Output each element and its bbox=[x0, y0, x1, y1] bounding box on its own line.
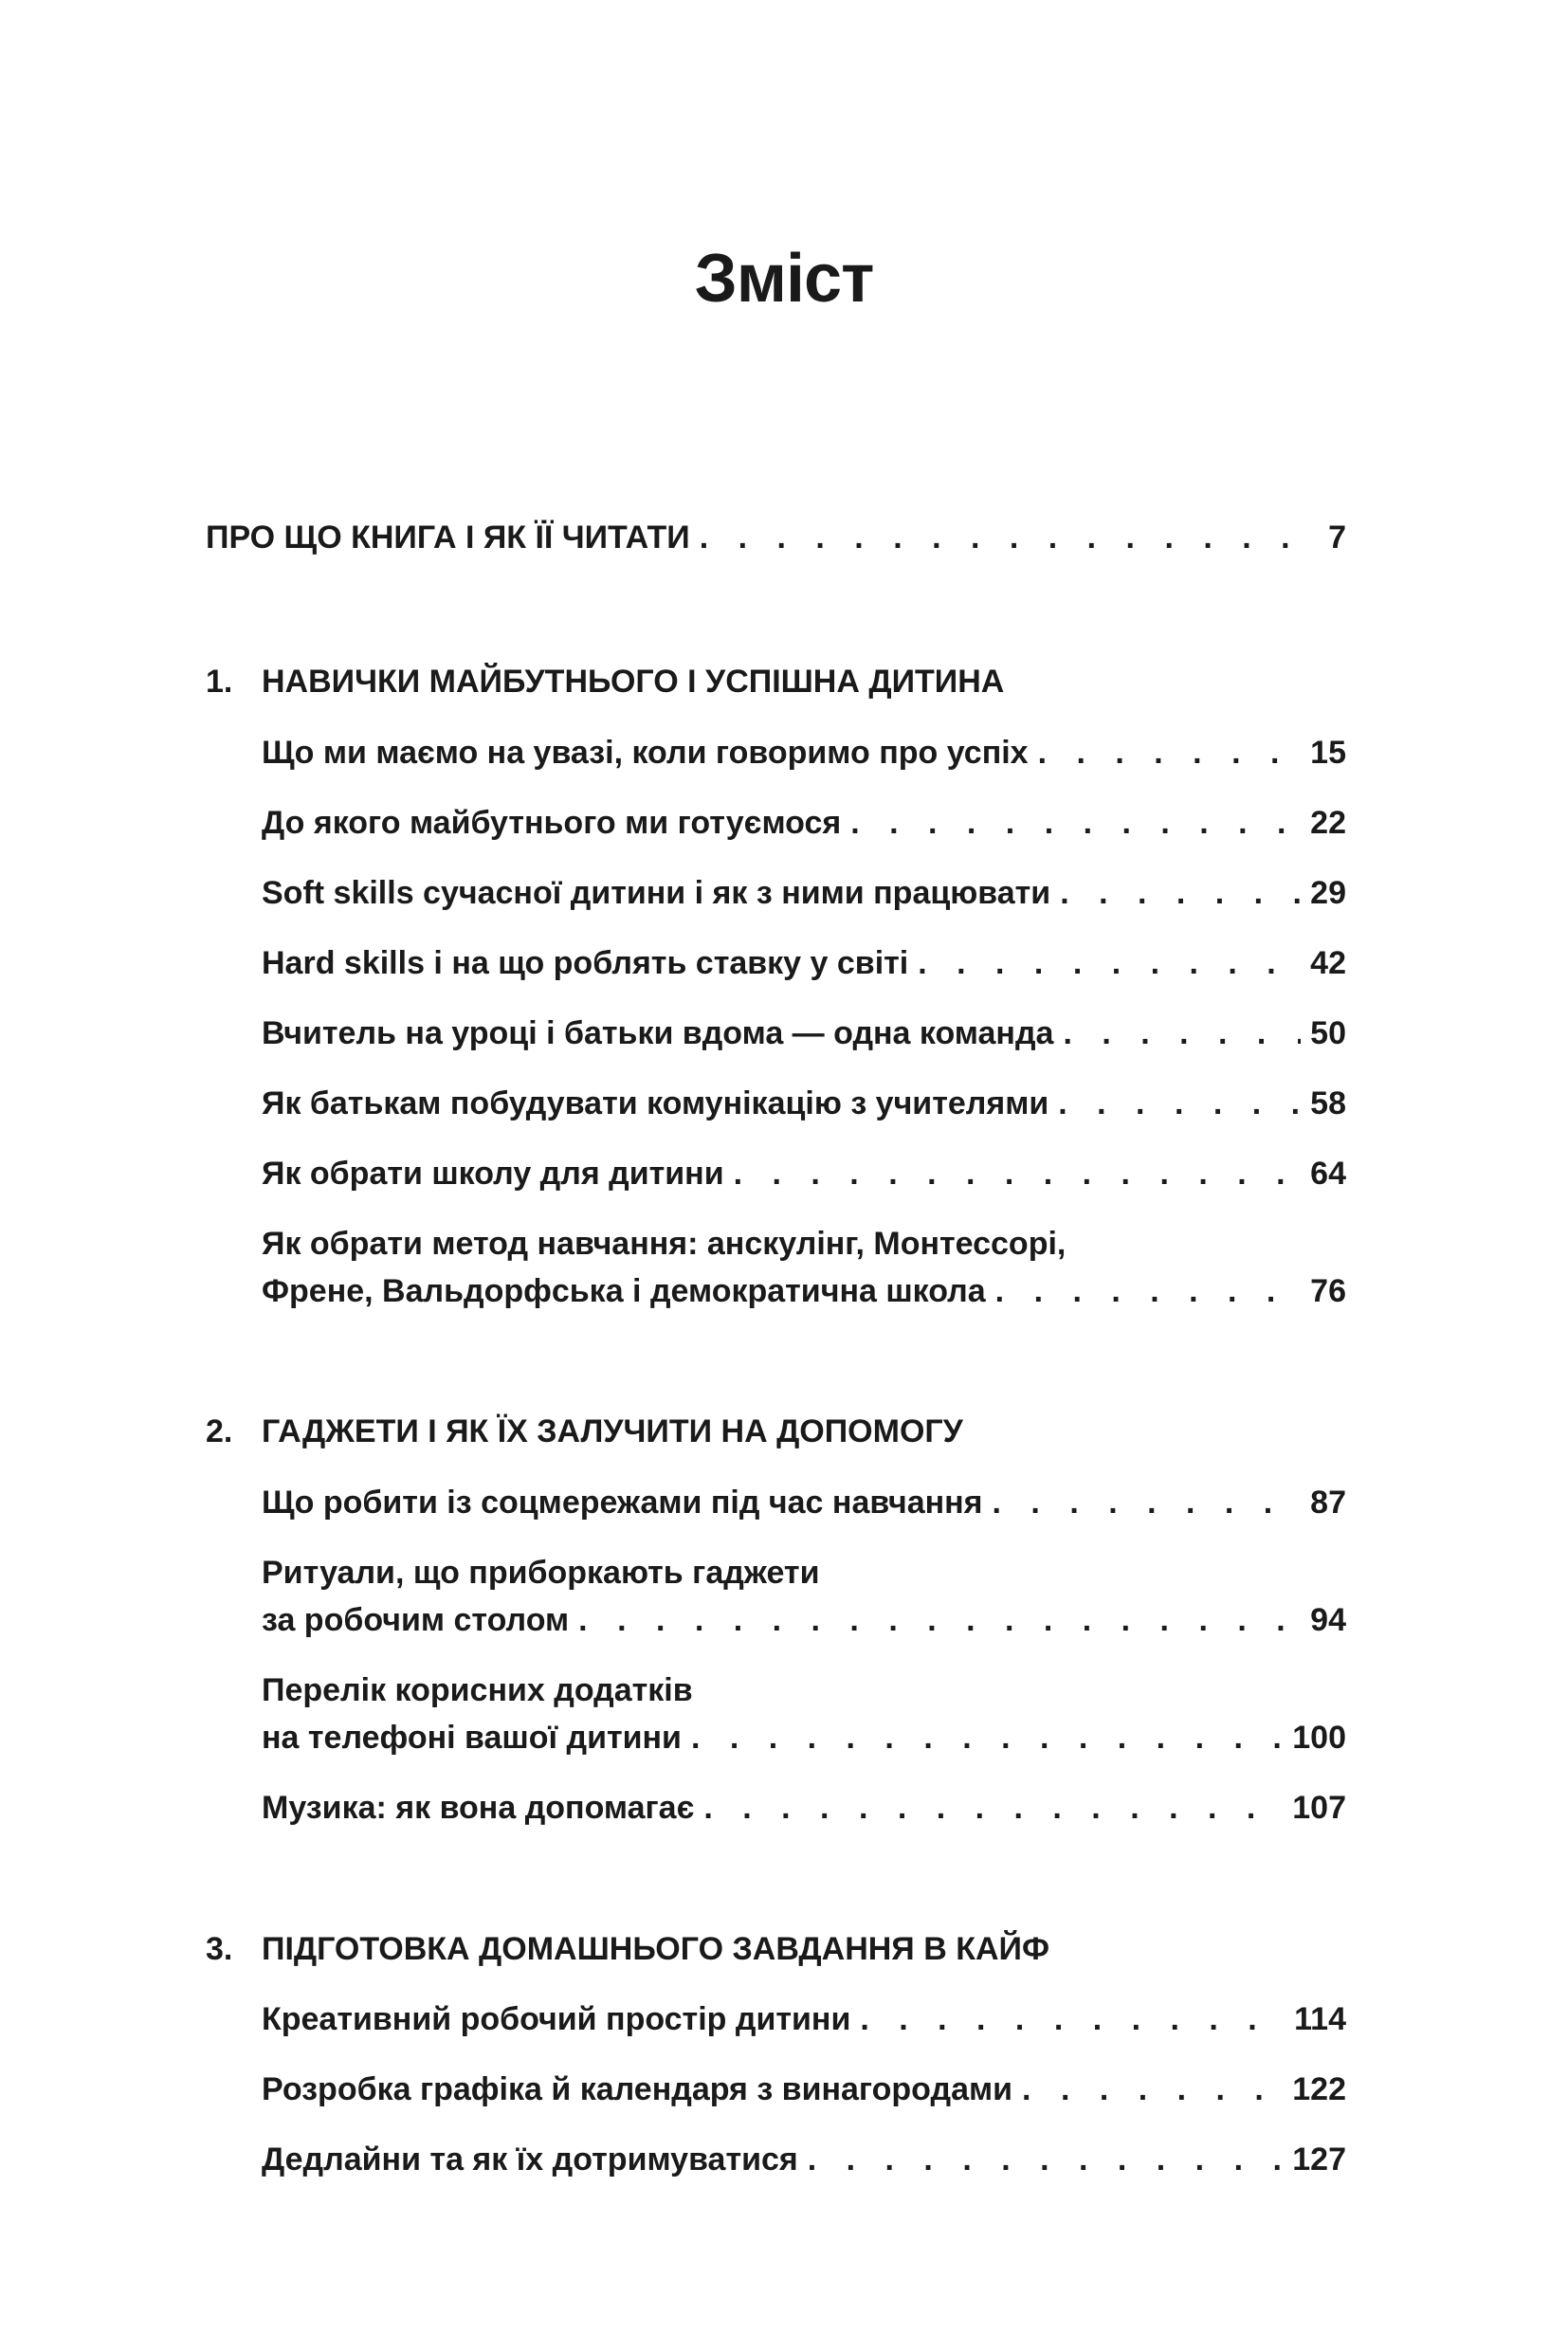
toc-page-number: 58 bbox=[1310, 1085, 1346, 1121]
toc-entry-line1[interactable]: Як обрати метод навчання: анскулінг, Монтессорі, bbox=[262, 1226, 1067, 1262]
toc-page-number: 42 bbox=[1310, 945, 1346, 981]
toc-entry-line1[interactable]: Перелік корисних додатків bbox=[262, 1672, 693, 1708]
dot-leader bbox=[1060, 877, 1301, 909]
dot-leader bbox=[995, 1275, 1302, 1307]
dot-leader bbox=[1038, 737, 1302, 769]
toc-entry[interactable] bbox=[262, 1275, 1346, 1307]
dot-leader bbox=[850, 807, 1301, 839]
toc-entry[interactable] bbox=[262, 947, 1346, 979]
toc-page-number: 29 bbox=[1310, 875, 1346, 911]
toc-page-number: 15 bbox=[1310, 735, 1346, 771]
dot-leader bbox=[860, 2003, 1285, 2035]
toc-page-number: 76 bbox=[1310, 1273, 1346, 1309]
toc-entry[interactable] bbox=[262, 2143, 1346, 2176]
dot-leader bbox=[1022, 2073, 1283, 2105]
toc-entry[interactable] bbox=[262, 1792, 1346, 1824]
toc-entry-intro[interactable] bbox=[206, 521, 1346, 554]
toc-entry-title: Вчитель на уроці і батьки вдома — одна команда bbox=[262, 1015, 1054, 1051]
dot-leader bbox=[918, 947, 1301, 979]
toc-entry[interactable] bbox=[262, 807, 1346, 839]
toc-entry-title: на телефоні вашої дитини bbox=[262, 1720, 682, 1756]
toc-entry-title: Музика: як вона допомагає bbox=[262, 1790, 695, 1826]
toc-entry[interactable] bbox=[262, 1604, 1346, 1636]
toc-page-number: 114 bbox=[1294, 2001, 1346, 2037]
toc-entry[interactable] bbox=[262, 1157, 1346, 1190]
dot-leader bbox=[691, 1722, 1283, 1754]
chapter-title: ПІДГОТОВКА ДОМАШНЬОГО ЗАВДАННЯ В КАЙФ bbox=[262, 1931, 1049, 1967]
toc-entry[interactable] bbox=[262, 737, 1346, 769]
chapter-title: ГАДЖЕТИ І ЯК ЇХ ЗАЛУЧИТИ НА ДОПОМОГУ bbox=[262, 1413, 963, 1449]
toc-entry-title: за робочим столом bbox=[262, 1602, 570, 1638]
toc-entry-title: ПРО ЩО КНИГА І ЯК ЇЇ ЧИТАТИ bbox=[206, 519, 690, 556]
dot-leader bbox=[1058, 1087, 1301, 1120]
toc-entry-title: Що робити із соцмережами під час навчання bbox=[262, 1485, 983, 1521]
toc-entry[interactable] bbox=[262, 1486, 1346, 1519]
dot-leader bbox=[700, 521, 1319, 554]
toc-page-number: 22 bbox=[1310, 805, 1346, 841]
toc-page-number: 100 bbox=[1292, 1720, 1346, 1756]
toc-entry[interactable] bbox=[262, 877, 1346, 909]
chapter-heading[interactable] bbox=[206, 1415, 1346, 1448]
page-title: Зміст bbox=[694, 241, 874, 317]
toc-entry-title: Як батькам побудувати комунікацію з учителями bbox=[262, 1085, 1049, 1121]
toc-entry[interactable] bbox=[262, 1017, 1346, 1049]
chapter-title: НАВИЧКИ МАЙБУТНЬОГО І УСПІШНА ДИТИНА bbox=[262, 664, 1005, 700]
toc-page-number: 87 bbox=[1310, 1485, 1346, 1521]
toc-entry[interactable] bbox=[262, 2073, 1346, 2105]
toc-entry[interactable] bbox=[262, 1722, 1346, 1754]
dot-leader bbox=[703, 1792, 1283, 1824]
toc-page-number: 107 bbox=[1292, 1790, 1346, 1826]
toc-entry[interactable] bbox=[262, 1087, 1346, 1120]
toc-page-number: 94 bbox=[1310, 1602, 1346, 1638]
toc-entry-title: Як обрати школу для дитини bbox=[262, 1156, 724, 1192]
dot-leader bbox=[734, 1157, 1302, 1190]
toc-entry-title: Hard skills і на що роблять ставку у світі bbox=[262, 945, 909, 981]
toc-page-number: 122 bbox=[1292, 2071, 1346, 2107]
toc-entry[interactable] bbox=[262, 2003, 1346, 2035]
chapter-heading[interactable] bbox=[206, 1933, 1346, 1965]
chapter-number: 2. bbox=[206, 1413, 233, 1449]
chapter-number: 3. bbox=[206, 1931, 233, 1967]
toc-page-number: 50 bbox=[1310, 1015, 1346, 1051]
toc-entry-title: Креативний робочий простір дитини bbox=[262, 2001, 851, 2037]
toc-entry-title: До якого майбутнього ми готуємося bbox=[262, 805, 842, 841]
toc-entry-line1[interactable]: Ритуали, що приборкають гаджети bbox=[262, 1555, 820, 1591]
toc-entry-title: Дедлайни та як їх дотримуватися bbox=[262, 2141, 798, 2178]
toc-entry-title: Френе, Вальдорфська і демократична школа bbox=[262, 1273, 986, 1309]
toc-entry-title: Soft skills сучасної дитини і як з ними працювати bbox=[262, 875, 1051, 911]
dot-leader bbox=[578, 1604, 1301, 1636]
toc-entry-title: Що ми маємо на увазі, коли говоримо про успіх bbox=[262, 735, 1029, 771]
chapter-number: 1. bbox=[206, 664, 233, 700]
chapter-heading[interactable] bbox=[206, 665, 1346, 698]
toc-entry-title: Розробка графіка й календаря з винагородами bbox=[262, 2071, 1013, 2107]
dot-leader bbox=[993, 1486, 1302, 1519]
toc-page-number: 127 bbox=[1292, 2141, 1346, 2178]
toc-page-number: 7 bbox=[1328, 519, 1346, 556]
toc-page-number: 64 bbox=[1310, 1156, 1346, 1192]
dot-leader bbox=[808, 2143, 1284, 2176]
dot-leader bbox=[1063, 1017, 1301, 1049]
